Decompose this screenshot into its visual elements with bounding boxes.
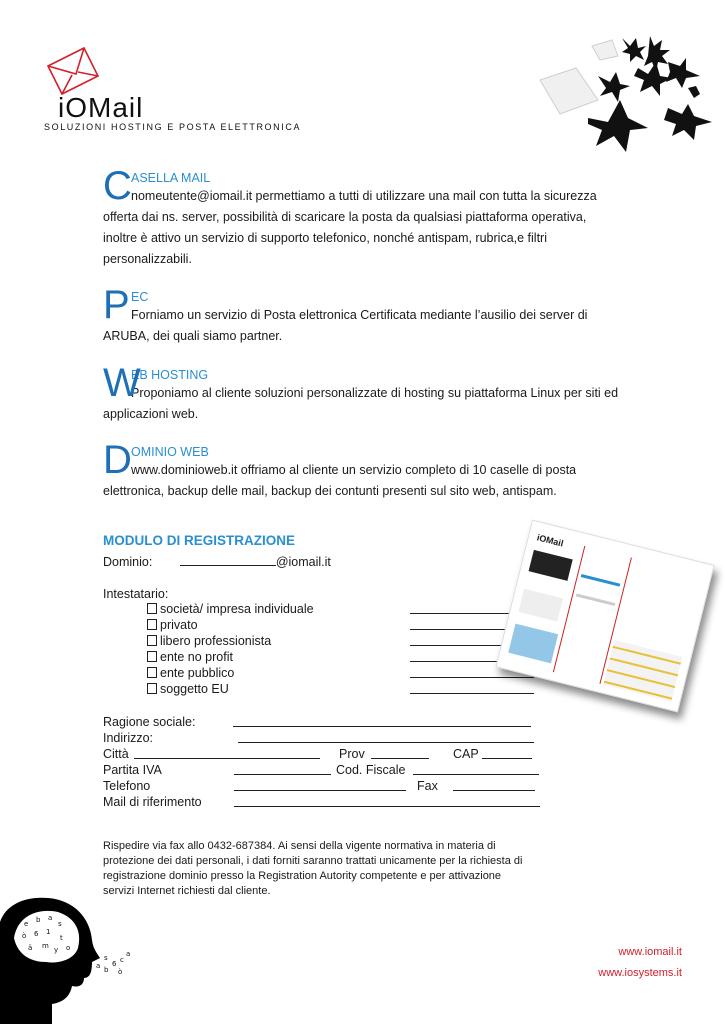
flying-birds-illustration	[538, 28, 718, 168]
svg-text:a: a	[48, 914, 53, 922]
option-row[interactable]	[147, 681, 229, 697]
mail-field[interactable]	[234, 794, 540, 807]
intestatario-label: Intestatario:	[103, 587, 169, 601]
svg-text:t: t	[60, 934, 63, 942]
option-label: privato	[160, 618, 198, 632]
svg-text:6: 6	[112, 960, 117, 968]
svg-text:s: s	[58, 920, 62, 928]
dropcap: C	[103, 164, 132, 208]
piva-label: Partita IVA	[103, 763, 162, 777]
option-row[interactable]	[147, 649, 233, 665]
ragione-field[interactable]	[233, 714, 531, 727]
dropcap: P	[103, 283, 130, 327]
section-pec	[103, 283, 623, 347]
telefono-label: Telefono	[103, 779, 151, 793]
section-title: EB HOSTING	[131, 368, 209, 382]
indirizzo-label: Indirizzo:	[103, 731, 154, 745]
option-label: soggetto EU	[160, 682, 229, 696]
section-title: ASELLA MAIL	[131, 171, 211, 185]
option-label: società/ impresa individuale	[160, 602, 314, 616]
checkbox[interactable]	[147, 667, 157, 678]
svg-text:y: y	[54, 946, 59, 954]
checkbox[interactable]	[147, 603, 157, 614]
svg-text:6: 6	[34, 930, 39, 938]
cap-field[interactable]	[482, 746, 532, 759]
prov-label: Prov	[339, 747, 365, 761]
section-web-hosting	[103, 361, 623, 425]
svg-text:b: b	[104, 966, 109, 974]
svg-text:ä: ä	[28, 944, 33, 952]
logo-tagline: SOLUZIONI HOSTING E POSTA ELETTRONICA	[44, 122, 302, 132]
head-silhouette-illustration	[0, 892, 140, 1024]
section-body: nomeutente@iomail.it permettiamo a tutti di utilizzare una mail con tutta la sicurezza offerta dai ns. server, possibilità di scaricare la posta da qualsiasi piattaforma operativa, inoltre è attivo un servizio di supporto telefonico, nonché antispam, rubrica,e filtri personalizzabili.	[103, 189, 597, 266]
dropcap: W	[103, 361, 141, 405]
option-row[interactable]	[147, 617, 198, 633]
dominio-suffix: @iomail.it	[275, 555, 331, 569]
ragione-label: Ragione sociale:	[103, 715, 196, 729]
section-title: EC	[131, 290, 149, 304]
logo-wordmark: iOMail	[58, 92, 144, 123]
cap-label: CAP	[453, 747, 479, 761]
option-label: libero professionista	[160, 634, 272, 648]
svg-text:s: s	[104, 954, 108, 962]
section-casella-mail	[103, 164, 623, 270]
telefono-field[interactable]	[234, 778, 406, 791]
section-body: Forniamo un servizio di Posta elettronica Certificata mediante l’ausilio dei server di ARUBA, dei quali siamo partner.	[103, 308, 588, 343]
ragione-row	[103, 714, 195, 730]
section-body: www.dominioweb.it offriamo al cliente un servizio completo di 10 caselle di posta elettronica, backup delle mail, backup dei contunti presenti sul sito web, antispam.	[103, 463, 577, 498]
form-title: MODULO DI REGISTRAZIONE	[103, 533, 295, 548]
brochure-preview-image: iOMail	[495, 520, 725, 730]
svg-text:b: b	[36, 916, 41, 924]
indirizzo-field[interactable]	[238, 730, 534, 743]
section-dominio-web	[103, 438, 623, 502]
link-iosystems[interactable]: www.iosystems.it	[598, 967, 682, 979]
citta-label: Città	[103, 747, 129, 761]
cf-field[interactable]	[413, 762, 539, 775]
option-label: ente pubblico	[160, 666, 235, 680]
dropcap: D	[103, 438, 132, 482]
option-row[interactable]	[147, 665, 234, 681]
fax-label: Fax	[417, 779, 438, 793]
prov-field[interactable]	[371, 746, 429, 759]
svg-text:a: a	[126, 950, 131, 958]
checkbox[interactable]	[147, 635, 157, 646]
svg-text:o: o	[66, 944, 71, 952]
section-title: OMINIO WEB	[131, 445, 209, 459]
checkbox[interactable]	[147, 651, 157, 662]
svg-text:m: m	[42, 942, 49, 950]
svg-text:ò: ò	[118, 968, 123, 976]
svg-text:ò: ò	[22, 932, 27, 940]
link-iomail[interactable]: www.iomail.it	[618, 946, 682, 958]
privacy-note: Rispedire via fax allo 0432-687384. Ai sensi della vigente normativa in materia di protezione dei dati personali, i dati forniti saranno trattati unicamente per la richiesta di registrazione dominio presso la Registration Autority competente e per attivazione servizi Internet richiesti dal cliente.	[103, 840, 523, 897]
svg-text:e: e	[24, 920, 29, 928]
option-row[interactable]	[147, 633, 271, 649]
cf-label: Cod. Fiscale	[336, 763, 406, 777]
mail-label: Mail di riferimento	[103, 795, 202, 809]
svg-text:1: 1	[46, 928, 51, 936]
checkbox[interactable]	[147, 683, 157, 694]
dominio-label: Dominio:	[103, 555, 153, 569]
section-body: Proponiamo al cliente soluzioni personalizzate di hosting su piattaforma Linux per siti ed applicazioni web.	[103, 386, 619, 421]
dominio-row	[103, 553, 331, 570]
svg-text:c: c	[120, 956, 124, 964]
checkbox[interactable]	[147, 619, 157, 630]
option-label: ente no profit	[160, 650, 233, 664]
option-row[interactable]	[147, 601, 314, 617]
piva-field[interactable]	[234, 762, 331, 775]
citta-field[interactable]	[134, 746, 320, 759]
svg-text:a: a	[96, 962, 101, 970]
fax-field[interactable]	[453, 778, 535, 791]
dominio-field[interactable]	[180, 553, 276, 566]
